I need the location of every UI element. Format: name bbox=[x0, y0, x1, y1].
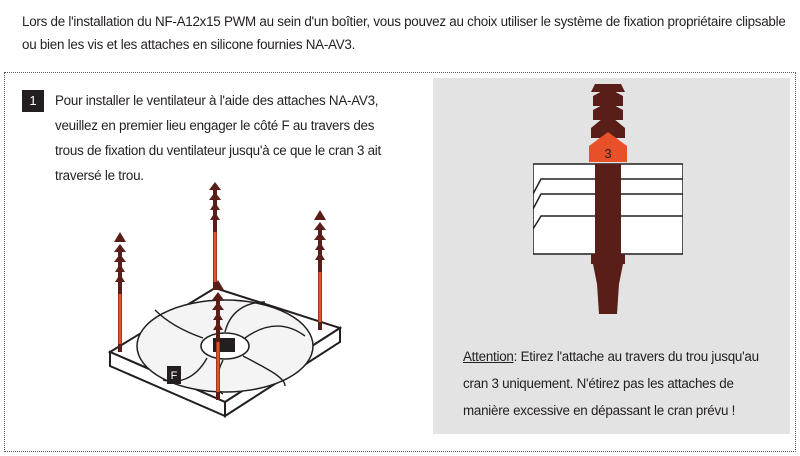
silicone-attachment-back bbox=[209, 180, 221, 290]
notch-3-label: 3 bbox=[604, 146, 612, 161]
frame-cross-section bbox=[533, 164, 683, 254]
fan-with-attachments-illustration bbox=[95, 180, 395, 425]
intro-paragraph: Lors de l'installation du NF-A12x15 PWM au sein d'un boîtier, vous pouvez au choix utiliser le système de fixation propriétaire clipsable ou bien les vis et les attaches en silicone fournies NA-AV3. bbox=[22, 14, 786, 52]
attachment-detail-illustration bbox=[533, 84, 683, 324]
silicone-attachment-right bbox=[314, 210, 326, 330]
attention-separator: : bbox=[513, 349, 518, 364]
attention-label: Attention bbox=[463, 349, 514, 364]
attachment-bottom bbox=[591, 254, 625, 314]
silicone-attachment-left bbox=[114, 232, 126, 352]
attention-note bbox=[463, 343, 779, 424]
step-number-badge: 1 bbox=[22, 90, 44, 112]
attention-text: Etirez l'attache au travers du trou jusqu'au cran 3 uniquement. N'étirez pas les attaches de manière excessive en dépassant le cran prévu ! bbox=[463, 349, 759, 418]
side-f-label: F bbox=[170, 370, 178, 382]
detail-panel bbox=[433, 78, 790, 434]
fan-frame bbox=[110, 288, 340, 416]
step-instruction-text: Pour installer le ventilateur à l'aide des attaches NA-AV3, veuillez en premier lieu engager le côté F au travers des trous de fixation du ventilateur jusqu'à ce que le cran 3 ait traversé le trou. bbox=[55, 93, 382, 183]
